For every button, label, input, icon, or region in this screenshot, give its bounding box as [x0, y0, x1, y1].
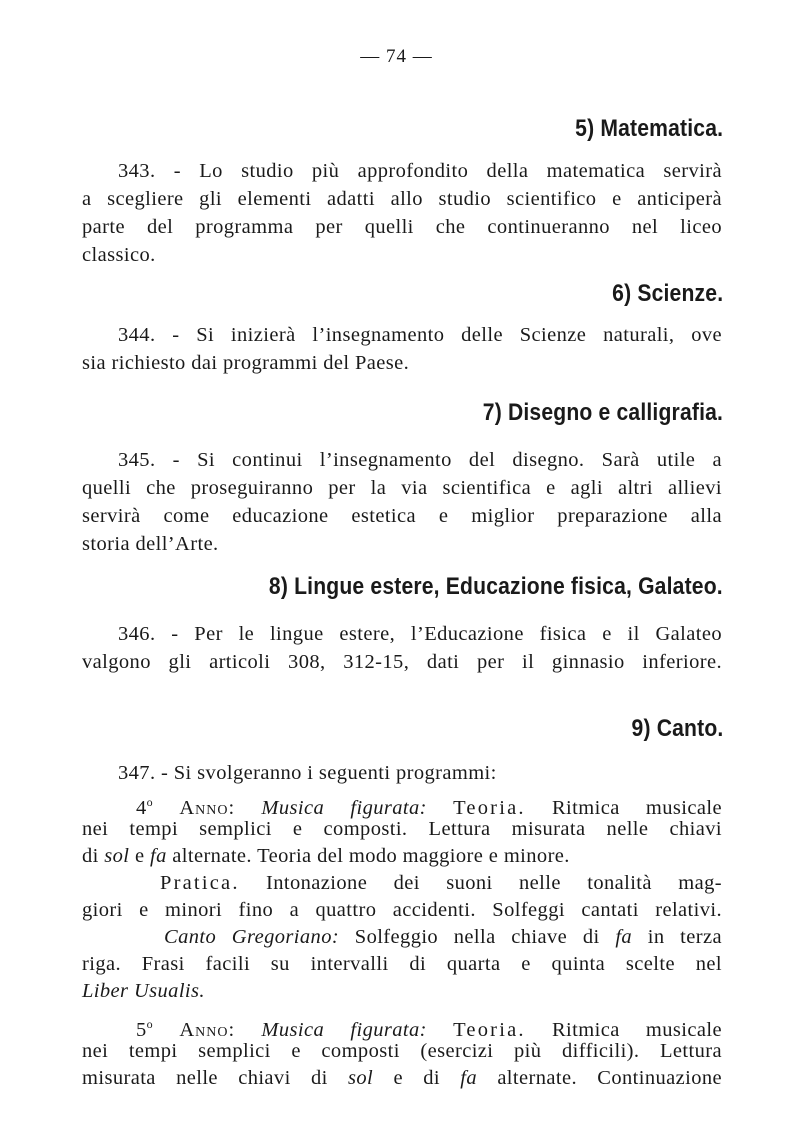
year-5-sol: sol [348, 1067, 374, 1089]
year-4-line-7: riga. Frasi facili su intervalli di quarta e quinta scelte nel [82, 953, 722, 975]
year-4-sol: sol [104, 845, 130, 867]
year-4-line-5: giori e minori fino a quattro accidenti. Solfeggi cantati relativi. [82, 899, 722, 921]
year-4-canto-label: Canto Gregoriano: [164, 926, 340, 948]
year-4-teoria-label: Teoria. [453, 796, 526, 819]
paragraph-347-intro: 347. - Si svolgeranno i seguenti programmi: [118, 762, 497, 784]
year-5-number: 5$^o$ [136, 1017, 154, 1041]
year-4-pratica-label: Pratica. [160, 872, 240, 894]
paragraph-345-line-2: quelli che proseguiranno per la via scientifica e agli altri allievi [82, 477, 722, 499]
year-5-line-1: 5$^o$ Anno: Musica figurata: Teoria. Ritmica musicale [136, 1017, 722, 1041]
paragraph-343-line-2: a scegliere gli elementi adatti allo studio scientifico e anticiperà [82, 188, 722, 210]
year-4-line-6: Canto Gregoriano: Solfeggio nella chiave di fa in terza [164, 926, 722, 948]
year-4-line-4: Pratica. Intonazione dei suoni nelle tonalità mag- [160, 872, 722, 894]
heading-canto: 9) Canto. [631, 715, 723, 742]
paragraph-345-line-4: storia dell’Arte. [82, 533, 219, 555]
paragraph-343-line-4: classico. [82, 244, 156, 266]
paragraph-343-line-3: parte del programma per quelli che continueranno nel liceo [82, 216, 722, 238]
year-5-musica-label: Musica figurata: [261, 1018, 427, 1041]
year-4-line-8: Liber Usualis. [82, 980, 205, 1002]
page-number: — 74 — [360, 46, 433, 67]
year-5-anno-label: Anno: [179, 1018, 236, 1041]
paragraph-346-line-1: 346. - Per le lingue estere, l’Educazione fisica e il Galateo [118, 623, 722, 645]
heading-disegno: 7) Disegno e calligrafia. [482, 399, 723, 426]
heading-matematica: 5) Matematica. [574, 115, 723, 142]
year-4-line-1 [82, 789, 722, 819]
paragraph-344-line-1: 344. - Si inizierà l’insegnamento delle Scienze naturali, ove [118, 324, 722, 346]
year-4-number: 4$^o$ [136, 795, 154, 819]
paragraph-345-line-3: servirà come educazione estetica e miglior preparazione alla [82, 505, 722, 527]
paragraph-346-line-2: valgono gli articoli 308, 312-15, dati per il ginnasio inferiore. [82, 651, 722, 673]
heading-scienze: 6) Scienze. [611, 280, 723, 307]
year-5-teoria-label: Teoria. [453, 1018, 526, 1041]
paragraph-345-line-1: 345. - Si continui l’insegnamento del disegno. Sarà utile a [118, 449, 722, 471]
year-5-fa: fa [460, 1067, 478, 1089]
year-4-line-1-text: Ritmica musicale [551, 796, 722, 819]
year-4-line-3: di sol e fa alternate. Teoria del modo maggiore e minore. [82, 845, 570, 867]
paragraph-343-line-1: 343. - Lo studio più approfondito della matematica servirà [118, 160, 722, 182]
year-4-musica-label: Musica figurata: [261, 796, 427, 819]
year-4-line-2: nei tempi semplici e composti. Lettura misurata nelle chiavi [82, 818, 722, 840]
year-5-line-2: nei tempi semplici e composti (esercizi più difficili). Lettura [82, 1040, 722, 1062]
year-5-line-3: misurata nelle chiavi di sol e di fa alternate. Continuazione [82, 1067, 723, 1089]
year-4-fa: fa [149, 845, 167, 867]
heading-lingue-estere: 8) Lingue estere, Educazione fisica, Galateo. [269, 573, 723, 600]
year-4-anno-label: Anno: [179, 796, 236, 819]
paragraph-344-line-2: sia richiesto dai programmi del Paese. [82, 352, 410, 374]
